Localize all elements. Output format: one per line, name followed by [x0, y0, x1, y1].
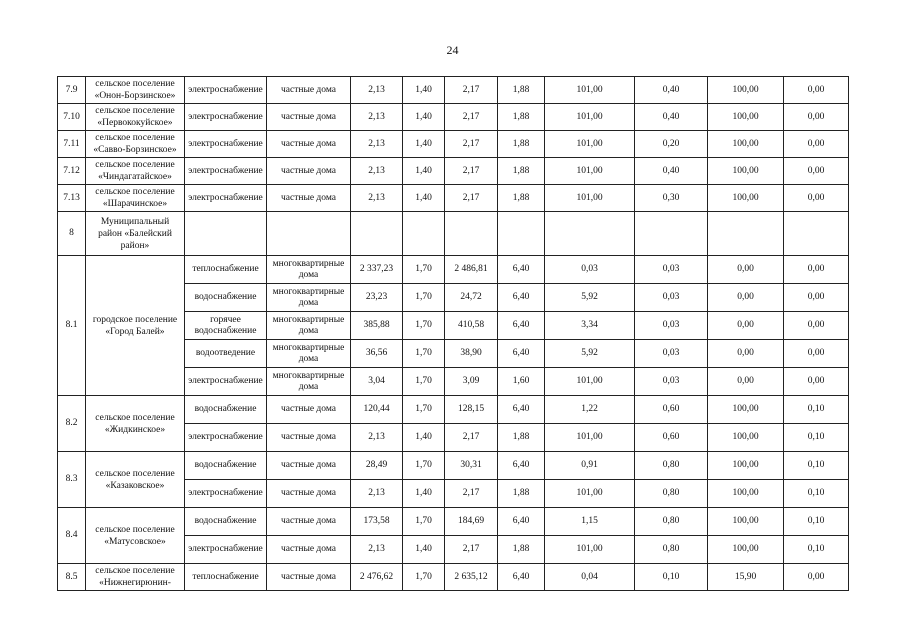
weight-value: 0,30	[635, 185, 708, 212]
housing-type: частные дома	[267, 396, 351, 424]
share-value: 5,92	[545, 284, 635, 312]
tariff-value: 23,23	[351, 284, 403, 312]
percent-value: 0,00	[708, 340, 784, 368]
tariff-next-value: 30,31	[445, 452, 498, 480]
settlement-name: сельское поселение «Чиндагатайское»	[86, 158, 185, 185]
service-type: водоотведение	[185, 340, 267, 368]
extra-value: 0,10	[784, 508, 849, 536]
weight-value: 0,40	[635, 104, 708, 131]
empty-cell	[351, 212, 403, 256]
empty-cell	[635, 212, 708, 256]
percent-value: 100,00	[708, 396, 784, 424]
empty-cell	[403, 212, 445, 256]
growth-value: 6,40	[498, 452, 545, 480]
weight-value: 0,03	[635, 284, 708, 312]
extra-value: 0,10	[784, 536, 849, 564]
share-value: 0,03	[545, 256, 635, 284]
percent-value: 100,00	[708, 508, 784, 536]
weight-value: 0,80	[635, 536, 708, 564]
table-row	[58, 452, 849, 480]
housing-type: частные дома	[267, 185, 351, 212]
index-value: 1,70	[403, 396, 445, 424]
growth-value: 1,88	[498, 158, 545, 185]
tariff-next-value: 128,15	[445, 396, 498, 424]
index-value: 1,70	[403, 256, 445, 284]
growth-value: 6,40	[498, 340, 545, 368]
share-value: 101,00	[545, 131, 635, 158]
growth-value: 1,88	[498, 480, 545, 508]
tariff-table	[57, 76, 849, 591]
percent-value: 100,00	[708, 480, 784, 508]
table-row	[58, 185, 849, 212]
tariff-next-value: 2,17	[445, 424, 498, 452]
weight-value: 0,03	[635, 312, 708, 340]
settlement-name: сельское поселение «Онон-Борзинское»	[86, 77, 185, 104]
share-value: 0,91	[545, 452, 635, 480]
index-value: 1,70	[403, 508, 445, 536]
settlement-name: сельское поселение «Нижнегирюнин-	[86, 564, 185, 591]
extra-value: 0,00	[784, 564, 849, 591]
index-value: 1,70	[403, 284, 445, 312]
growth-value: 1,88	[498, 424, 545, 452]
service-type: электроснабжение	[185, 77, 267, 104]
percent-value: 100,00	[708, 424, 784, 452]
index-value: 1,70	[403, 340, 445, 368]
service-type: теплоснабжение	[185, 564, 267, 591]
service-type: электроснабжение	[185, 424, 267, 452]
growth-value: 6,40	[498, 508, 545, 536]
tariff-value: 2,13	[351, 104, 403, 131]
district-name: Муниципальный район «Балейский район»	[86, 212, 185, 256]
index-value: 1,40	[403, 480, 445, 508]
service-type: электроснабжение	[185, 104, 267, 131]
tariff-value: 2 476,62	[351, 564, 403, 591]
housing-type: частные дома	[267, 131, 351, 158]
housing-type: частные дома	[267, 508, 351, 536]
housing-type: частные дома	[267, 452, 351, 480]
extra-value: 0,10	[784, 396, 849, 424]
page-number: 24	[446, 43, 459, 57]
empty-cell	[267, 212, 351, 256]
weight-value: 0,80	[635, 452, 708, 480]
percent-value: 100,00	[708, 77, 784, 104]
service-type: водоснабжение	[185, 508, 267, 536]
share-value: 101,00	[545, 104, 635, 131]
row-number: 8.1	[58, 256, 86, 396]
share-value: 101,00	[545, 536, 635, 564]
percent-value: 100,00	[708, 131, 784, 158]
growth-value: 6,40	[498, 396, 545, 424]
empty-cell	[708, 212, 784, 256]
growth-value: 6,40	[498, 312, 545, 340]
percent-value: 100,00	[708, 452, 784, 480]
table-row	[58, 212, 849, 256]
index-value: 1,40	[403, 536, 445, 564]
settlement-name: сельское поселение «Савво-Борзинское»	[86, 131, 185, 158]
share-value: 101,00	[545, 424, 635, 452]
empty-cell	[784, 212, 849, 256]
empty-cell	[545, 212, 635, 256]
settlement-name: сельское поселение «Первококуйское»	[86, 104, 185, 131]
tariff-next-value: 2 635,12	[445, 564, 498, 591]
index-value: 1,40	[403, 104, 445, 131]
extra-value: 0,00	[784, 340, 849, 368]
index-value: 1,40	[403, 185, 445, 212]
weight-value: 0,03	[635, 256, 708, 284]
index-value: 1,40	[403, 158, 445, 185]
row-number: 8	[58, 212, 86, 256]
share-value: 101,00	[545, 480, 635, 508]
tariff-value: 2 337,23	[351, 256, 403, 284]
tariff-next-value: 2,17	[445, 131, 498, 158]
tariff-value: 2,13	[351, 158, 403, 185]
empty-cell	[185, 212, 267, 256]
share-value: 0,04	[545, 564, 635, 591]
tariff-next-value: 2,17	[445, 104, 498, 131]
weight-value: 0,20	[635, 131, 708, 158]
service-type: электроснабжение	[185, 368, 267, 396]
service-type: электроснабжение	[185, 185, 267, 212]
extra-value: 0,00	[784, 256, 849, 284]
row-number: 7.12	[58, 158, 86, 185]
empty-cell	[498, 212, 545, 256]
table-row	[58, 77, 849, 104]
extra-value: 0,00	[784, 185, 849, 212]
index-value: 1,40	[403, 424, 445, 452]
percent-value: 100,00	[708, 536, 784, 564]
tariff-next-value: 2,17	[445, 536, 498, 564]
extra-value: 0,00	[784, 104, 849, 131]
growth-value: 1,60	[498, 368, 545, 396]
percent-value: 0,00	[708, 368, 784, 396]
weight-value: 0,80	[635, 480, 708, 508]
growth-value: 1,88	[498, 131, 545, 158]
weight-value: 0,40	[635, 77, 708, 104]
row-number: 7.9	[58, 77, 86, 104]
percent-value: 0,00	[708, 284, 784, 312]
housing-type: многоквартирные дома	[267, 312, 351, 340]
housing-type: многоквартирные дома	[267, 256, 351, 284]
empty-cell	[445, 212, 498, 256]
extra-value: 0,10	[784, 424, 849, 452]
service-type: электроснабжение	[185, 131, 267, 158]
share-value: 1,15	[545, 508, 635, 536]
growth-value: 6,40	[498, 256, 545, 284]
index-value: 1,70	[403, 452, 445, 480]
tariff-next-value: 38,90	[445, 340, 498, 368]
service-type: электроснабжение	[185, 480, 267, 508]
tariff-next-value: 24,72	[445, 284, 498, 312]
settlement-name: сельское поселение «Казаковское»	[86, 452, 185, 508]
table-row	[58, 564, 849, 591]
tariff-next-value: 410,58	[445, 312, 498, 340]
housing-type: многоквартирные дома	[267, 340, 351, 368]
index-value: 1,70	[403, 368, 445, 396]
tariff-next-value: 3,09	[445, 368, 498, 396]
growth-value: 1,88	[498, 104, 545, 131]
tariff-value: 385,88	[351, 312, 403, 340]
service-type: водоснабжение	[185, 396, 267, 424]
table-row	[58, 104, 849, 131]
settlement-name: сельское поселение «Жидкинское»	[86, 396, 185, 452]
percent-value: 0,00	[708, 256, 784, 284]
table-row	[58, 256, 849, 284]
weight-value: 0,10	[635, 564, 708, 591]
weight-value: 0,80	[635, 508, 708, 536]
share-value: 1,22	[545, 396, 635, 424]
settlement-name: сельское поселение «Матусовское»	[86, 508, 185, 564]
weight-value: 0,60	[635, 424, 708, 452]
service-type: электроснабжение	[185, 158, 267, 185]
share-value: 101,00	[545, 77, 635, 104]
tariff-value: 2,13	[351, 131, 403, 158]
tariff-next-value: 2,17	[445, 480, 498, 508]
row-number: 7.10	[58, 104, 86, 131]
share-value: 101,00	[545, 185, 635, 212]
tariff-next-value: 2 486,81	[445, 256, 498, 284]
tariff-value: 2,13	[351, 185, 403, 212]
percent-value: 100,00	[708, 185, 784, 212]
housing-type: частные дома	[267, 104, 351, 131]
table-row	[58, 158, 849, 185]
table-row	[58, 508, 849, 536]
extra-value: 0,00	[784, 77, 849, 104]
service-type: горячее водоснабжение	[185, 312, 267, 340]
percent-value: 100,00	[708, 104, 784, 131]
growth-value: 1,88	[498, 536, 545, 564]
percent-value: 100,00	[708, 158, 784, 185]
growth-value: 1,88	[498, 185, 545, 212]
tariff-value: 3,04	[351, 368, 403, 396]
index-value: 1,70	[403, 312, 445, 340]
service-type: водоснабжение	[185, 284, 267, 312]
service-type: водоснабжение	[185, 452, 267, 480]
settlement-name: сельское поселение «Шарачинское»	[86, 185, 185, 212]
row-number: 8.3	[58, 452, 86, 508]
index-value: 1,70	[403, 564, 445, 591]
weight-value: 0,03	[635, 368, 708, 396]
tariff-next-value: 2,17	[445, 77, 498, 104]
row-number: 8.5	[58, 564, 86, 591]
percent-value: 0,00	[708, 312, 784, 340]
table-row	[58, 396, 849, 424]
settlement-name: городское поселение «Город Балей»	[86, 256, 185, 396]
row-number: 8.2	[58, 396, 86, 452]
row-number: 7.13	[58, 185, 86, 212]
housing-type: частные дома	[267, 480, 351, 508]
housing-type: многоквартирные дома	[267, 284, 351, 312]
weight-value: 0,03	[635, 340, 708, 368]
share-value: 101,00	[545, 158, 635, 185]
tariff-value: 2,13	[351, 480, 403, 508]
service-type: теплоснабжение	[185, 256, 267, 284]
tariff-value: 2,13	[351, 77, 403, 104]
index-value: 1,40	[403, 131, 445, 158]
tariff-value: 173,58	[351, 508, 403, 536]
extra-value: 0,00	[784, 312, 849, 340]
tariff-value: 36,56	[351, 340, 403, 368]
weight-value: 0,40	[635, 158, 708, 185]
housing-type: частные дома	[267, 536, 351, 564]
growth-value: 1,88	[498, 77, 545, 104]
share-value: 101,00	[545, 368, 635, 396]
tariff-next-value: 2,17	[445, 185, 498, 212]
extra-value: 0,00	[784, 158, 849, 185]
housing-type: частные дома	[267, 424, 351, 452]
table-row	[58, 131, 849, 158]
row-number: 8.4	[58, 508, 86, 564]
extra-value: 0,00	[784, 131, 849, 158]
housing-type: частные дома	[267, 158, 351, 185]
tariff-value: 2,13	[351, 424, 403, 452]
growth-value: 6,40	[498, 564, 545, 591]
index-value: 1,40	[403, 77, 445, 104]
growth-value: 6,40	[498, 284, 545, 312]
row-number: 7.11	[58, 131, 86, 158]
extra-value: 0,10	[784, 480, 849, 508]
housing-type: частные дома	[267, 77, 351, 104]
service-type: электроснабжение	[185, 536, 267, 564]
share-value: 5,92	[545, 340, 635, 368]
housing-type: частные дома	[267, 564, 351, 591]
tariff-next-value: 2,17	[445, 158, 498, 185]
extra-value: 0,10	[784, 452, 849, 480]
extra-value: 0,00	[784, 368, 849, 396]
extra-value: 0,00	[784, 284, 849, 312]
share-value: 3,34	[545, 312, 635, 340]
housing-type: многоквартирные дома	[267, 368, 351, 396]
tariff-next-value: 184,69	[445, 508, 498, 536]
weight-value: 0,60	[635, 396, 708, 424]
tariff-value: 2,13	[351, 536, 403, 564]
percent-value: 15,90	[708, 564, 784, 591]
tariff-value: 28,49	[351, 452, 403, 480]
tariff-value: 120,44	[351, 396, 403, 424]
